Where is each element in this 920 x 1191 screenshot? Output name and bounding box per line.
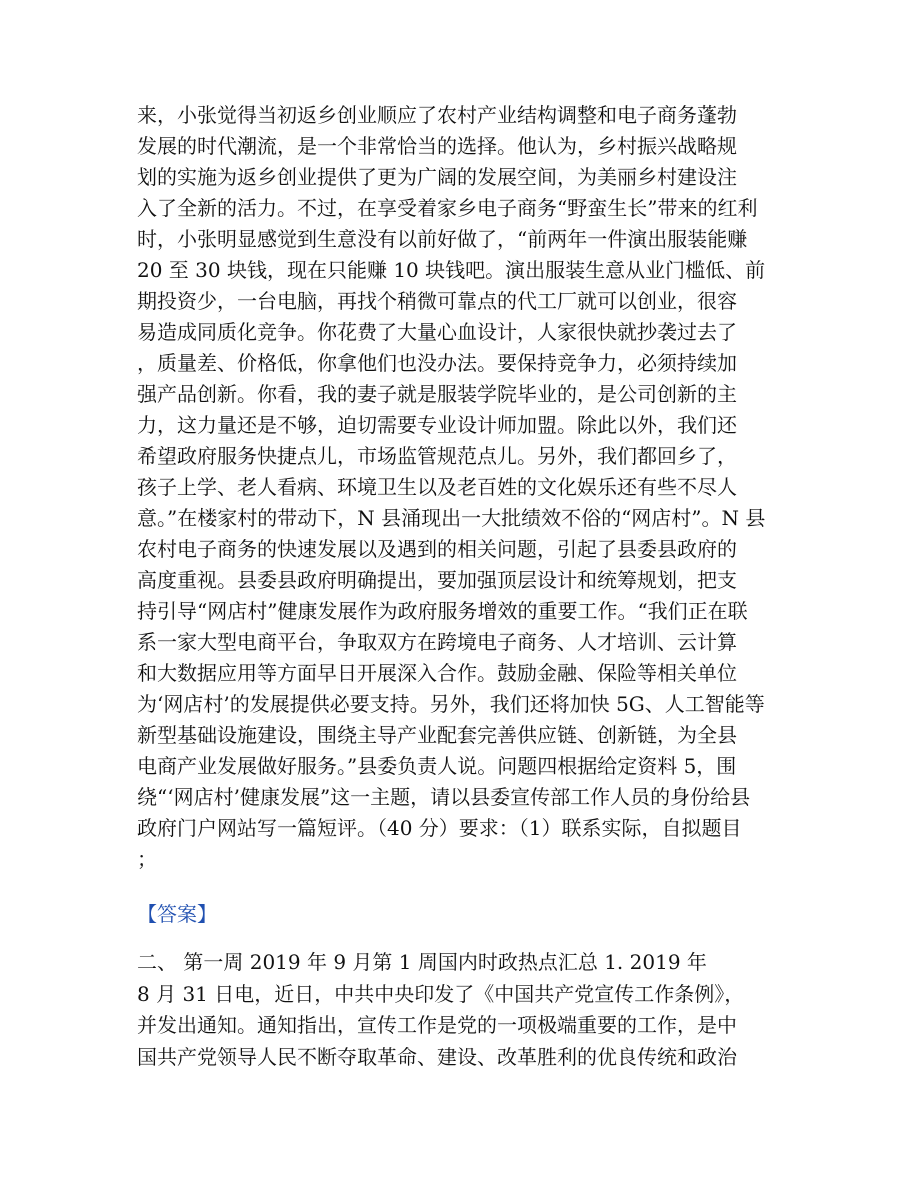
passage-line: 电商产业发展做好服务。”县委负责人说。问题四根据给定资料 5，围 xyxy=(137,754,737,778)
passage-line: 时，小张明显感觉到生意没有以前好做了，“前两年一件演出服装能赚 xyxy=(137,227,748,251)
passage-line: 和大数据应用等方面早日开展深入合作。鼓励金融、保险等相关单位 xyxy=(137,661,737,685)
passage-line: 发展的时代潮流，是一个非常恰当的选择。他认为，乡村振兴战略规 xyxy=(137,134,737,158)
passage-line: 政府门户网站写一篇短评。（40 分）要求：（1）联系实际，自拟题目 xyxy=(137,816,742,840)
answer-line: 国共产党领导人民不断夺取革命、建设、改革胜利的优良传统和政治 xyxy=(137,1045,737,1070)
passage-line: 农村电子商务的快速发展以及遇到的相关问题，引起了县委县政府的 xyxy=(137,537,737,561)
passage-line: 孩子上学、老人看病、环境卫生以及老百姓的文化娱乐还有些不尽人 xyxy=(137,475,737,499)
answer-text xyxy=(137,947,784,1074)
passage-line: 期投资少，一台电脑，再找个稍微可靠点的代工厂就可以创业，很容 xyxy=(137,289,737,313)
passage-line: 绕“‘网店村’健康发展”这一主题，请以县委宣传部工作人员的身份给县 xyxy=(137,785,751,809)
passage-line: 来，小张觉得当初返乡创业顺应了农村产业结构调整和电子商务蓬勃 xyxy=(137,103,737,127)
passage-line: ； xyxy=(137,847,157,871)
passage-line: 系一家大型电商平台，争取双方在跨境电子商务、人才培训、云计算 xyxy=(137,630,737,654)
passage-line: 意。”在楼家村的带动下，N 县涌现出一大批绩效不俗的“网店村”。N 县 xyxy=(137,506,766,530)
answer-line: 并发出通知。通知指出，宣传工作是党的一项极端重要的工作，是中 xyxy=(137,1013,737,1038)
passage-line: 力，这力量还是不够，迫切需要专业设计师加盟。除此以外，我们还 xyxy=(137,413,737,437)
passage-line: 易造成同质化竞争。你花费了大量心血设计，人家很快就抄袭过去了 xyxy=(137,320,737,344)
passage-line: ，质量差、价格低，你拿他们也没办法。要保持竞争力，必须持续加 xyxy=(137,351,737,375)
passage-line: 为‘网店村’的发展提供必要支持。另外，我们还将加快 5G、人工智能等 xyxy=(137,692,765,716)
answer-heading: 【答案】 xyxy=(137,902,217,926)
passage-line: 持引导“网店村”健康发展作为政府服务增效的重要工作。“我们正在联 xyxy=(137,599,748,623)
passage-line: 希望政府服务快捷点儿，市场监管规范点儿。另外，我们都回乡了， xyxy=(137,444,737,468)
answer-line: 二、 第一周 2019 年 9 月第 1 周国内时政热点汇总 1. 2019 年 xyxy=(137,950,707,974)
passage-line: 入了全新的活力。不过，在享受着家乡电子商务“野蛮生长”带来的红利 xyxy=(137,196,758,220)
passage-line: 高度重视。县委县政府明确提出，要加强顶层设计和统筹规划，把支 xyxy=(137,568,737,592)
passage-line: 划的实施为返乡创业提供了更为广阔的发展空间，为美丽乡村建设注 xyxy=(137,165,737,189)
answer-line: 8 月 31 日电，近日，中共中央印发了《中国共产党宣传工作条例》， xyxy=(137,981,745,1006)
passage-line: 新型基础设施建设，围绕主导产业配套完善供应链、创新链，为全县 xyxy=(137,723,737,747)
passage-text xyxy=(137,100,784,875)
passage-line: 强产品创新。你看，我的妻子就是服装学院毕业的，是公司创新的主 xyxy=(137,382,737,406)
passage-line: 20 至 30 块钱，现在只能赚 10 块钱吧。演出服装生意从业门槛低、前 xyxy=(137,258,766,282)
